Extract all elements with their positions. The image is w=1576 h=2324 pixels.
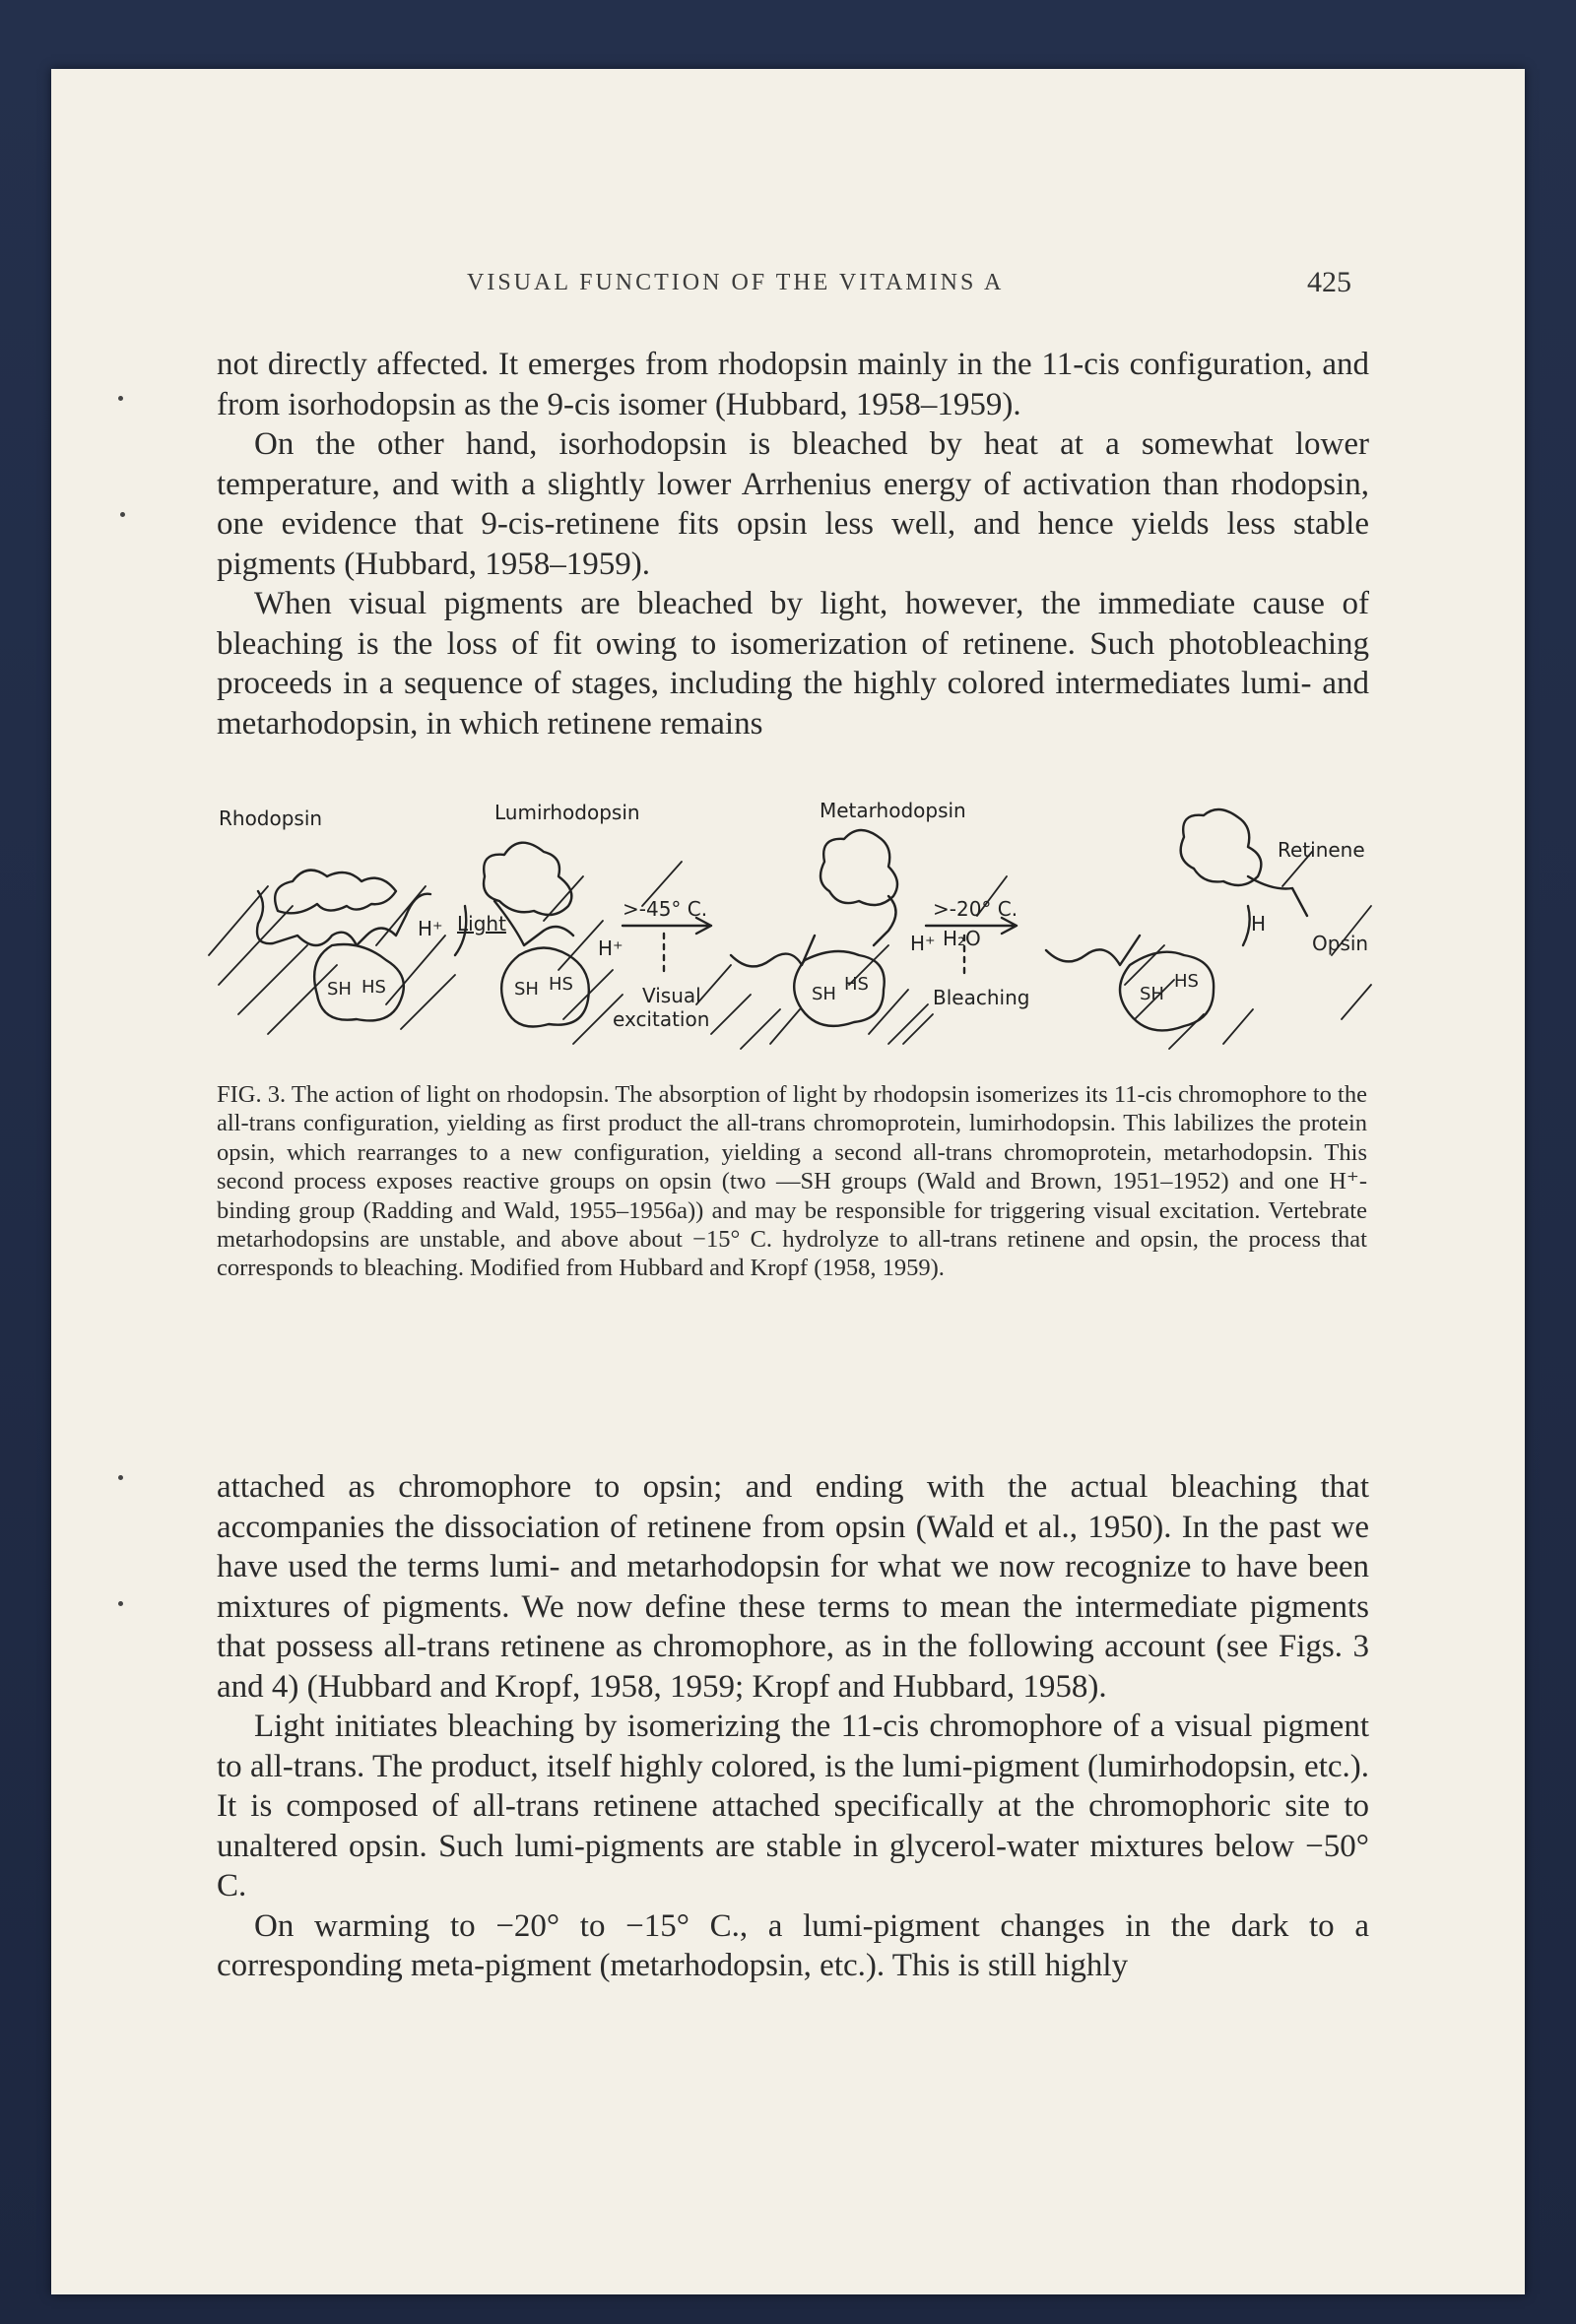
page-number: 425 <box>1307 266 1351 298</box>
body-text-top <box>217 345 1369 743</box>
label-light: Light <box>457 912 506 936</box>
label-temp1: >-45° C. <box>623 897 708 921</box>
label-sh-3: SH <box>812 984 836 1004</box>
label-sh-1: SH <box>327 979 352 1000</box>
paragraph: attached as chromophore to opsin; and ending with the actual bleaching that accompanies the dissociation of retinene from opsin (Wald et al., 1950). In the past we have used the terms lumi- and metarhodopsin for what we now recognize to have been mixtures of pigments. We now define these terms to mean the intermediate pigments that possess all-trans retinene as chromophore, as in the following account (see Figs. 3 and 4) (Hubbard and Kropf, 1958, 1959; Kropf and Hubbard, 1958). <box>217 1469 1369 1705</box>
label-metarhodopsin: Metarhodopsin <box>820 799 966 822</box>
opsin-body <box>1120 952 1214 1031</box>
paragraph: When visual pigments are bleached by light, however, the immediate cause of bleaching is the loss of fit owing to isomerization of retinene. Such photobleaching proceeds in a sequence of stages, including the highly colored intermediates lumi- and metarhodopsin, in which retinene remains <box>217 586 1369 742</box>
label-hs-1: HS <box>361 977 386 998</box>
figure-caption: FIG. 3. The action of light on rhodopsin. The absorption of light by rhodopsin isomerizes its 11-cis chromophore to the all-trans configuration, yielding as first product the all-trans chromoprotein, lumirhodopsin. This labilizes the protein opsin, which rearranges to a new configuration, yielding a second all-trans chromoprotein, metarhodopsin. This second process exposes reactive groups on opsin (two —SH groups (Wald and Brown, 1951–1952) and one H⁺-binding group (Radding and Wald, 1955–1956a)) and may be responsible for triggering visual excitation. Vertebrate metarhodopsins are unstable, and above about −15° C. hydrolyze to all-trans retinene and opsin, the process that corresponds to bleaching. Modified from Hubbard and Kropf (1958, 1959). <box>217 1081 1367 1282</box>
running-title: VISUAL FUNCTION OF THE VITAMINS A <box>467 270 1005 295</box>
rhodopsin-membrane <box>257 891 430 945</box>
label-hs-3: HS <box>844 974 869 995</box>
retinene-tail <box>1248 876 1307 916</box>
body-text-bottom <box>217 1467 1369 1986</box>
label-lumirhodopsin: Lumirhodopsin <box>494 801 640 824</box>
label-hs-4: HS <box>1174 971 1199 992</box>
margin-mark <box>118 396 123 401</box>
paragraph: not directly affected. It emerges from rhodopsin mainly in the 11-cis configuration, and from isorhodopsin as the 9-cis isomer (Hubbard, 1958–1959). <box>217 347 1369 422</box>
paragraph: On the other hand, isorhodopsin is bleached by heat at a somewhat lower temperature, and with a slightly lower Arrhenius energy of activation than rhodopsin, one evidence that 9-cis-retinene fits opsin less well, and hence yields less stable pigments (Hubbard, 1958–1959). <box>217 426 1369 582</box>
label-temp2: >-20° C. <box>933 897 1018 921</box>
metarhodopsin-chromophore <box>821 830 897 905</box>
label-hplus-2: H⁺ <box>598 936 624 960</box>
label-sh-2: SH <box>514 979 539 1000</box>
book-page <box>51 69 1525 2294</box>
label-sh-4: SH <box>1140 984 1164 1004</box>
label-retinene: Retinene <box>1278 838 1365 862</box>
retinene-chromophore <box>1181 809 1262 885</box>
label-hplus-1: H⁺ <box>418 917 443 940</box>
label-h: H <box>1251 912 1267 936</box>
label-h2o: H₂O <box>943 927 981 950</box>
label-visual: Visual <box>642 984 701 1007</box>
paragraph: On warming to −20° to −15° C., a lumi-pigment changes in the dark to a corresponding meta-pigment (metarhodopsin, etc.). This is still highly <box>217 1907 1369 1983</box>
label-bleaching: Bleaching <box>933 986 1030 1009</box>
rhodopsin-chromophore <box>275 871 396 914</box>
label-hs-2: HS <box>549 974 573 995</box>
margin-mark <box>118 1601 123 1606</box>
label-rhodopsin: Rhodopsin <box>219 807 323 830</box>
label-excitation: excitation <box>613 1007 710 1031</box>
paragraph: Light initiates bleaching by isomerizing the 11-cis chromophore of a visual pigment to all-trans. The product, itself highly colored, is the lumi-pigment (lumirhodopsin, etc.). It is composed of all-trans retinene attached specifically at the chromophoric site to unaltered opsin. Such lumi-pigments are stable in glycerol-water mixtures below −50° C. <box>217 1709 1369 1904</box>
label-hplus-3: H⁺ <box>910 932 936 955</box>
margin-mark <box>120 512 125 517</box>
margin-mark <box>118 1475 123 1480</box>
figure-3-diagram <box>199 798 1391 1064</box>
label-opsin: Opsin <box>1312 932 1369 955</box>
running-header <box>51 266 1525 305</box>
